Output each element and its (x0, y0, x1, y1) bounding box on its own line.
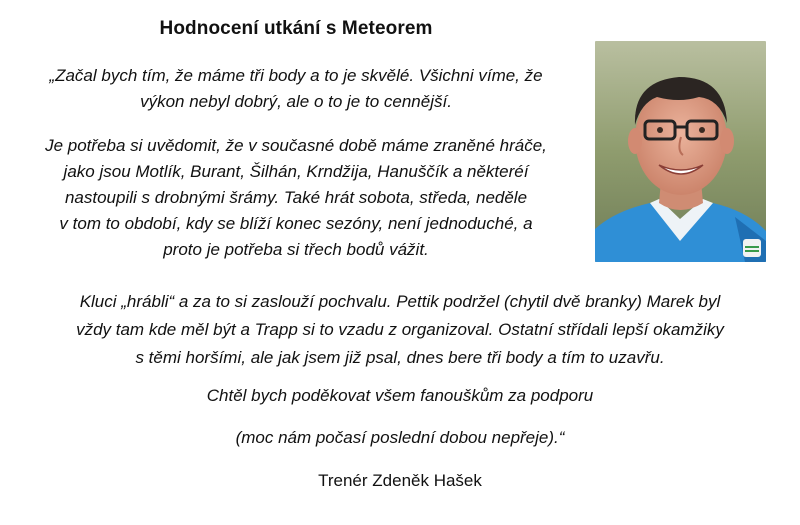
text-line: Je potřeba si uvědomit, že v současné době máme zraněné hráče, (45, 136, 547, 155)
paragraph-injuries (0, 133, 592, 263)
text-line: jako jsou Motlík, Burant, Šilhán, Krndžija, Hanuščík a některéí (63, 162, 529, 181)
signature: Trenér Zdeněk Hašek (318, 471, 482, 490)
paragraph-thanks: Chtěl bych poděkovat všem fanouškům za podporu (206, 386, 594, 405)
paragraph-weather: (moc nám počasí poslední dobou nepřeje).“ (235, 428, 565, 447)
text-line: nastoupili s drobnými šrámy. Také hrát sobota, středa, neděle (64, 188, 528, 207)
paragraph-intro (0, 63, 592, 115)
text-line: proto je potřeba si třech bodů vážit. (163, 240, 429, 259)
text-line: výkon nebyl dobrý, ale o to je to cennější. (140, 92, 452, 111)
text-line: Kluci „hrábli“ a za to si zaslouží pochvalu. Pettik podržel (chytil dvě branky) Marek byl (79, 292, 721, 311)
coach-portrait-image (595, 41, 766, 262)
paragraph-players (0, 288, 800, 372)
text-line: v tom to období, kdy se blíží konec sezóny, není jednoduché, a (59, 214, 533, 233)
text-line: vždy tam kde měl být a Trapp si to vzadu z organizoval. Ostatní střídali lepší okamžiky (76, 320, 724, 339)
text-line: s těmi horšími, ale jak jsem již psal, dnes bere tři body a tím to uzavřu. (135, 348, 665, 367)
text-line: „Začal bych tím, že máme tři body a to je skvělé. Všichni víme, že (49, 66, 543, 85)
coach-photo (595, 41, 766, 262)
document-title: Hodnocení utkání s Meteorem (159, 18, 433, 39)
